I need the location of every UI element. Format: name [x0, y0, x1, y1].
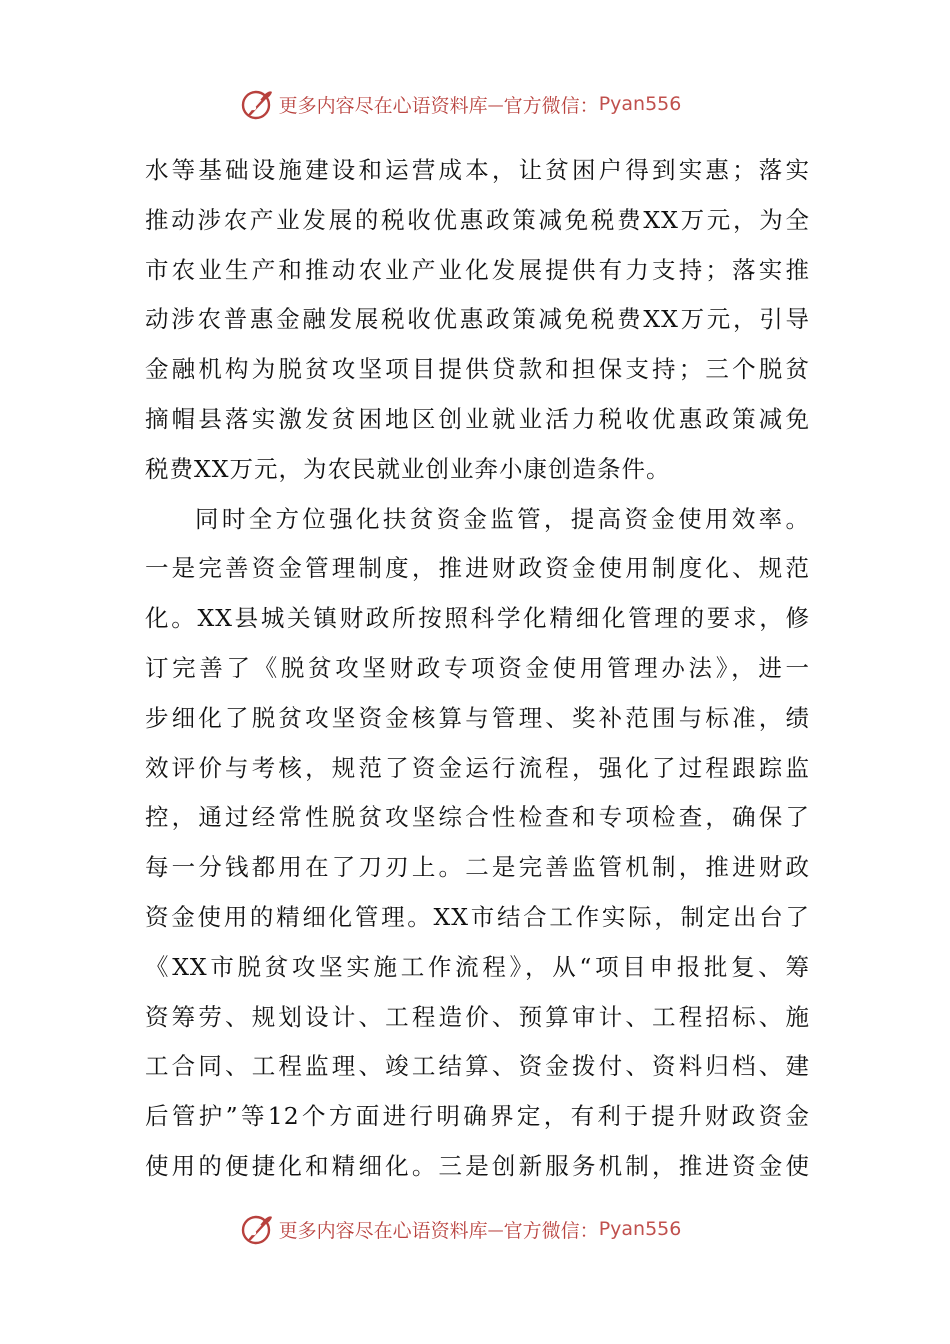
- text-line: 效评价与考核，规范了资金运行流程，强化了过程跟踪监: [145, 753, 810, 782]
- text-line: 控，通过经常性脱贫攻坚综合性检查和专项检查，确保了: [145, 803, 810, 832]
- text-line: 使用的便捷化和精细化。三是创新服务机制，推进资金使: [145, 1151, 810, 1180]
- text-line: 化。XX县城关镇财政所按照科学化精细化管理的要求，修: [145, 604, 810, 633]
- quill-logo-icon: [239, 86, 275, 122]
- header-banner: [0, 82, 950, 126]
- banner-dash: —: [487, 1219, 504, 1239]
- text-line: 每一分钱都用在了刀刃上。二是完善监管机制，推进财政: [145, 853, 810, 882]
- text-line: 工合同、工程监理、竣工结算、资金拨付、资料归档、建: [145, 1052, 810, 1081]
- banner-text: 更多内容尽在心语资料库: [278, 1219, 488, 1242]
- text-line: 后管护”等12个方面进行明确界定，有利于提升财政资金: [145, 1102, 810, 1131]
- text-line: 摘帽县落实激发贫困地区创业就业活力税收优惠政策减免: [145, 404, 810, 433]
- text-line: 资筹劳、规划设计、工程造价、预算审计、工程招标、施: [145, 1002, 810, 1031]
- text-line: 步细化了脱贫攻坚资金核算与管理、奖补范围与标准，绩: [145, 703, 810, 732]
- text-line: 订完善了《脱贫攻坚财政专项资金使用管理办法》，进一: [145, 653, 810, 682]
- banner-wechat-id: Pyan556: [598, 93, 682, 115]
- text-line: 《XX市脱贫攻坚实施工作流程》，从“项目申报批复、筹: [145, 952, 810, 981]
- banner-wechat-id: Pyan556: [598, 1218, 682, 1240]
- paragraph-first-line: 同时全方位强化扶贫资金监管，提高资金使用效率。: [195, 504, 810, 533]
- footer-banner: [0, 1207, 950, 1251]
- quill-logo-icon: [239, 1211, 275, 1247]
- text-line: 一是完善资金管理制度，推进财政资金使用制度化、规范: [145, 554, 810, 583]
- text-line: 金融机构为脱贫攻坚项目提供贷款和担保支持；三个脱贫: [145, 355, 810, 384]
- banner-text: 更多内容尽在心语资料库: [278, 94, 488, 117]
- banner-dash: —: [487, 94, 504, 114]
- text-line: 资金使用的精细化管理。XX市结合工作实际，制定出台了: [145, 902, 810, 931]
- text-line: 动涉农普惠金融发展税收优惠政策减免税费XX万元，引导: [145, 305, 810, 334]
- text-line: 水等基础设施建设和运营成本，让贫困户得到实惠；落实: [145, 156, 810, 184]
- text-line: 税费XX万元，为农民就业创业奔小康创造条件。: [145, 454, 671, 483]
- text-line: 市农业生产和推动农业产业化发展提供有力支持；落实推: [145, 255, 810, 284]
- text-line: 推动涉农产业发展的税收优惠政策减免税费XX万元，为全: [145, 205, 810, 234]
- banner-wechat-label: 官方微信：: [503, 94, 599, 117]
- document-body: [145, 146, 810, 1192]
- banner-wechat-label: 官方微信：: [503, 1219, 599, 1242]
